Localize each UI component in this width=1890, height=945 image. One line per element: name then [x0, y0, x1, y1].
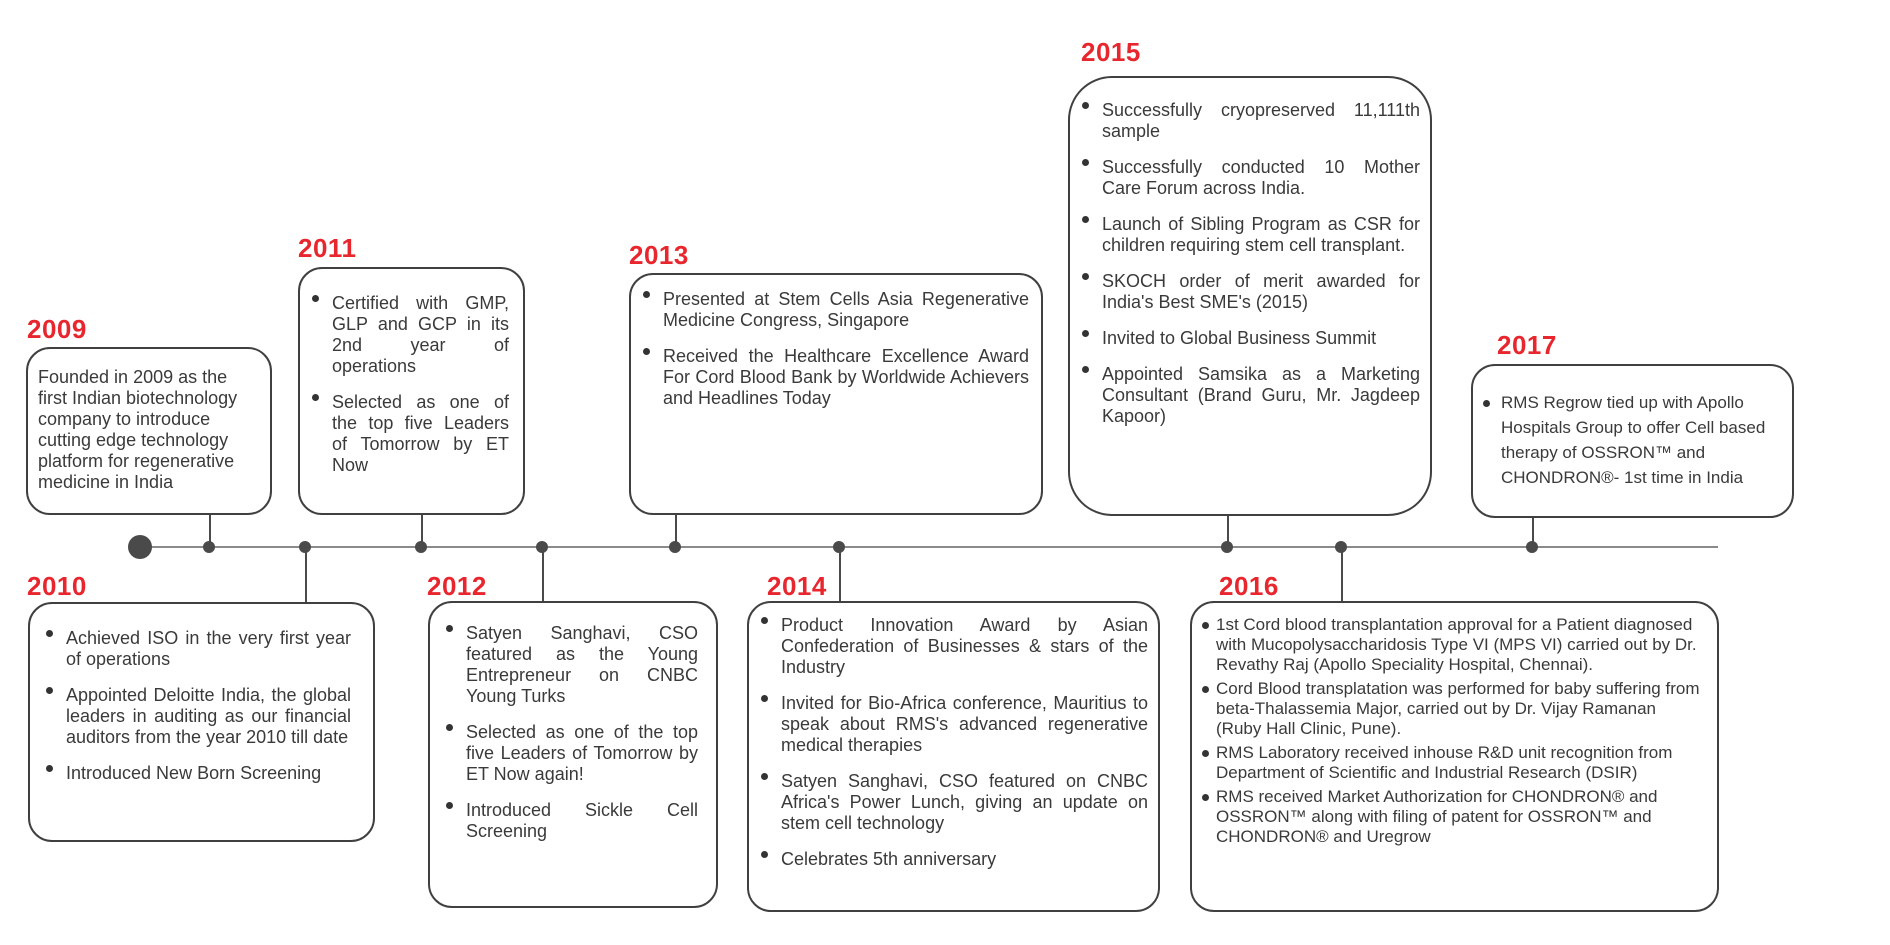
bullet-icon	[46, 630, 53, 637]
milestone-item: RMS Laboratory received inhouse R&D unit recognition from Department of Scientific and Industrial Research (DSIR)	[1202, 743, 1703, 783]
timeline-dot-2015	[1221, 541, 1233, 553]
year-2013-label: 2013	[629, 240, 689, 270]
milestone-list	[446, 623, 698, 842]
timeline-dot-2010	[299, 541, 311, 553]
milestone-list	[643, 289, 1029, 409]
milestone-list	[761, 615, 1148, 870]
bullet-icon	[1082, 273, 1089, 280]
milestone-item: Cord Blood transplatation was performed for baby suffering from beta-Thalassemia Major, carried out by Dr. Vijay Ramanan (Ruby Hall Clinic, Pune).	[1202, 679, 1703, 739]
milestone-item: Selected as one of the top five Leaders of Tomorrow by ET Now	[312, 392, 509, 476]
bullet-icon	[1082, 102, 1089, 109]
year-2015-label: 2015	[1081, 37, 1141, 67]
milestone-item: Successfully cryopreserved 11,111th sample	[1082, 100, 1420, 142]
bullet-icon	[761, 617, 768, 624]
connector-2010	[305, 547, 307, 602]
bullet-icon	[312, 295, 319, 302]
year-2017-label: 2017	[1497, 330, 1557, 360]
milestone-item: RMS Regrow tied up with Apollo Hospitals Group to offer Cell based therapy of OSSRON™ and CHONDRON®- 1st time in India	[1483, 390, 1778, 490]
bullet-icon	[761, 773, 768, 780]
timeline-dot-2011	[415, 541, 427, 553]
timeline-dot-2009	[203, 541, 215, 553]
milestone-box-2010	[28, 602, 375, 842]
milestone-box-2012	[428, 601, 718, 908]
milestone-item: Celebrates 5th anniversary	[761, 849, 1148, 870]
bullet-icon	[46, 765, 53, 772]
milestone-item: Introduced Sickle Cell Screening	[446, 800, 698, 842]
milestone-item: Successfully conducted 10 Mother Care Forum across India.	[1082, 157, 1420, 199]
milestone-box-2017	[1471, 364, 1794, 518]
year-2011-label: 2011	[298, 233, 357, 263]
connector-2012	[542, 547, 544, 602]
timeline-dot-2017	[1526, 541, 1538, 553]
milestone-box-2014	[747, 601, 1160, 912]
year-2010-label: 2010	[27, 571, 87, 601]
milestone-item: Certified with GMP, GLP and GCP in its 2nd year of operations	[312, 293, 509, 377]
year-2014-label: 2014	[767, 571, 827, 601]
bullet-icon	[1082, 159, 1089, 166]
bullet-icon	[643, 291, 650, 298]
bullet-icon	[1202, 794, 1209, 801]
milestone-item: Appointed Deloitte India, the global leaders in auditing as our financial auditors from the year 2010 till date	[46, 685, 351, 748]
connector-2016	[1341, 547, 1343, 602]
bullet-icon	[46, 687, 53, 694]
milestone-list	[1483, 390, 1778, 490]
milestone-item: RMS received Market Authorization for CHONDRON® and OSSRON™ along with filing of patent for OSSRON™ and CHONDRON® and Uregrow	[1202, 787, 1703, 847]
bullet-icon	[312, 394, 319, 401]
milestone-list	[312, 293, 509, 476]
bullet-icon	[1082, 330, 1089, 337]
timeline-dot-2013	[669, 541, 681, 553]
milestone-item: SKOCH order of merit awarded for India's Best SME's (2015)	[1082, 271, 1420, 313]
bullet-icon	[1082, 366, 1089, 373]
bullet-icon	[761, 695, 768, 702]
milestone-item: Presented at Stem Cells Asia Regenerative Medicine Congress, Singapore	[643, 289, 1029, 331]
milestone-box-2009	[26, 347, 272, 515]
milestone-item: Launch of Sibling Program as CSR for children requiring stem cell transplant.	[1082, 214, 1420, 256]
milestone-list	[1082, 100, 1420, 427]
milestone-item: Invited to Global Business Summit	[1082, 328, 1420, 349]
milestone-item: Appointed Samsika as a Marketing Consultant (Brand Guru, Mr. Jagdeep Kapoor)	[1082, 364, 1420, 427]
bullet-icon	[446, 625, 453, 632]
bullet-icon	[643, 348, 650, 355]
year-2012-label: 2012	[427, 571, 487, 601]
timeline-dot-2014	[833, 541, 845, 553]
milestone-item: Achieved ISO in the very first year of operations	[46, 628, 351, 670]
bullet-icon	[1202, 622, 1209, 629]
milestone-item: Invited for Bio-Africa conference, Mauritius to speak about RMS's advanced regenerative medical therapies	[761, 693, 1148, 756]
bullet-icon	[1483, 400, 1490, 407]
milestone-item: Satyen Sanghavi, CSO featured as the Young Entrepreneur on CNBC Young Turks	[446, 623, 698, 707]
connector-2014	[839, 547, 841, 602]
milestone-item: Introduced New Born Screening	[46, 763, 351, 784]
bullet-icon	[446, 724, 453, 731]
milestone-box-2011	[298, 267, 525, 515]
bullet-icon	[1202, 686, 1209, 693]
bullet-icon	[446, 802, 453, 809]
milestone-item: Selected as one of the top five Leaders of Tomorrow by ET Now again!	[446, 722, 698, 785]
milestone-item: 1st Cord blood transplantation approval for a Patient diagnosed with Mucopolysaccharidosis Type VI (MPS VI) carried out by Dr. Revathy Raj (Apollo Speciality Hospital, Chennai).	[1202, 615, 1703, 675]
milestone-item: Received the Healthcare Excellence Award For Cord Blood Bank by Worldwide Achievers and Headlines Today	[643, 346, 1029, 409]
year-2016-label: 2016	[1219, 571, 1279, 601]
milestone-box-2013	[629, 273, 1043, 515]
timeline-dot-2012	[536, 541, 548, 553]
bullet-icon	[1202, 750, 1209, 757]
bullet-icon	[761, 851, 768, 858]
milestone-item: Satyen Sanghavi, CSO featured on CNBC Africa's Power Lunch, giving an update on stem cell technology	[761, 771, 1148, 834]
bullet-icon	[1082, 216, 1089, 223]
timeline-start-dot	[128, 535, 152, 559]
timeline-dot-2016	[1335, 541, 1347, 553]
year-2009-label: 2009	[27, 314, 87, 344]
milestone-list	[46, 628, 351, 784]
milestone-box-2015	[1068, 76, 1432, 516]
milestone-text: Founded in 2009 as the first Indian biotechnology company to introduce cutting edge technology platform for regenerative medicine in India	[38, 367, 238, 492]
milestone-list	[1202, 615, 1703, 847]
milestone-item: Product Innovation Award by Asian Confederation of Businesses & stars of the Industry	[761, 615, 1148, 678]
milestone-box-2016	[1190, 601, 1719, 912]
timeline-axis	[140, 546, 1718, 548]
